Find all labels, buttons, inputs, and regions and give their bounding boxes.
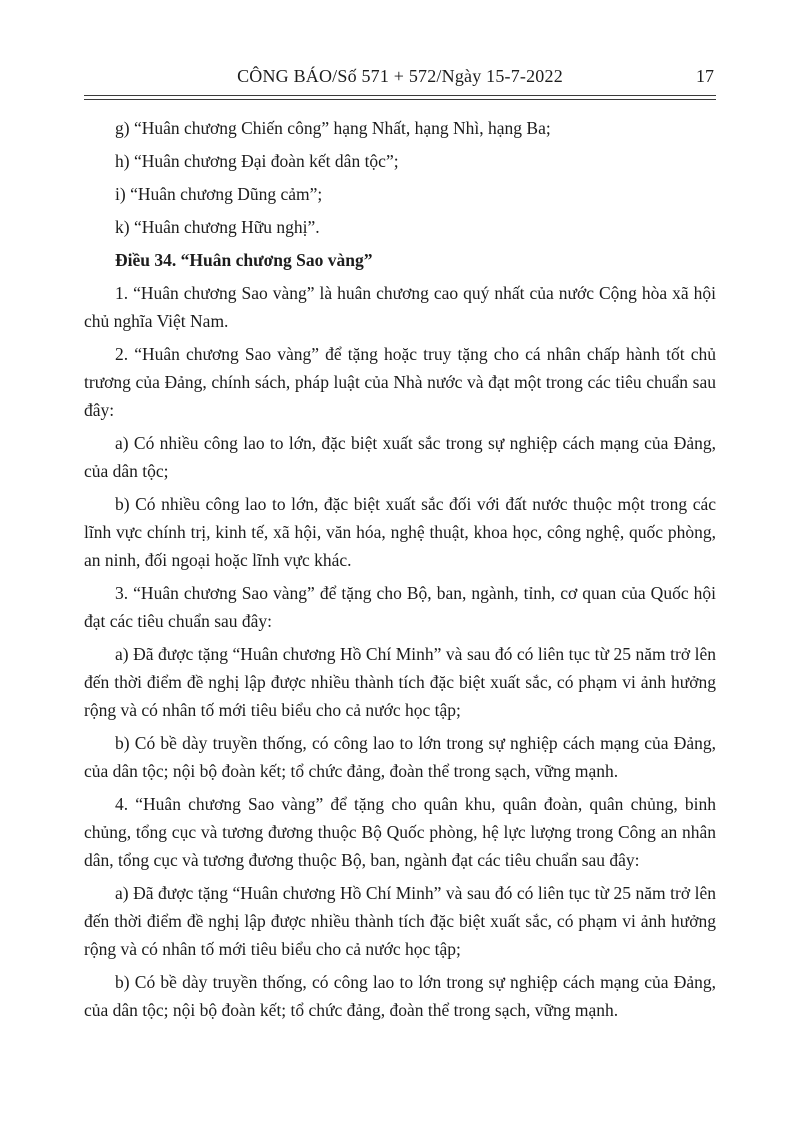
clause-2-point-a: a) Có nhiều công lao to lớn, đặc biệt xuất sắc trong sự nghiệp cách mạng của Đảng, của dân tộc; [84, 433, 716, 481]
list-item-k: k) “Huân chương Hữu nghị”. [115, 217, 320, 237]
clause-4-point-b: b) Có bề dày truyền thống, có công lao to lớn trong sự nghiệp cách mạng của Đảng, của dân tộc; nội bộ đoàn kết; tổ chức đảng, đoàn thể trong sạch, vững mạnh. [84, 972, 716, 1020]
list-item-g: g) “Huân chương Chiến công” hạng Nhất, hạng Nhì, hạng Ba; [115, 118, 551, 138]
clause-1: 1. “Huân chương Sao vàng” là huân chương cao quý nhất của nước Cộng hòa xã hội chủ nghĩa Việt Nam. [84, 283, 716, 331]
clause-4-point-a: a) Đã được tặng “Huân chương Hồ Chí Minh” và sau đó có liên tục từ 25 năm trở lên đến thời điểm đề nghị lập được nhiều thành tích đặc biệt xuất sắc, có phạm vi ảnh hưởng rộng và có nhân tố mới tiêu biểu cho cả nước học tập; [84, 883, 716, 959]
clause-3-point-a: a) Đã được tặng “Huân chương Hồ Chí Minh” và sau đó có liên tục từ 25 năm trở lên đến thời điểm đề nghị lập được nhiều thành tích đặc biệt xuất sắc, có phạm vi ảnh hưởng rộng và có nhân tố mới tiêu biểu cho cả nước học tập; [84, 644, 716, 720]
document-body [84, 114, 716, 1024]
clause-2: 2. “Huân chương Sao vàng” để tặng hoặc truy tặng cho cá nhân chấp hành tốt chủ trương của Đảng, chính sách, pháp luật của Nhà nước và đạt một trong các tiêu chuẩn sau đây: [84, 344, 716, 420]
clause-2-point-b: b) Có nhiều công lao to lớn, đặc biệt xuất sắc đối với đất nước thuộc một trong các lĩnh vực chính trị, kinh tế, xã hội, văn hóa, nghệ thuật, khoa học, công nghệ, quốc phòng, an ninh, đối ngoại hoặc lĩnh vực khác. [84, 494, 716, 570]
list-item-h: h) “Huân chương Đại đoàn kết dân tộc”; [115, 151, 399, 171]
page-header [84, 64, 716, 90]
list-item-i: i) “Huân chương Dũng cảm”; [115, 184, 323, 204]
page-content [84, 64, 716, 1029]
clause-3: 3. “Huân chương Sao vàng” để tặng cho Bộ, ban, ngành, tỉnh, cơ quan của Quốc hội đạt các tiêu chuẩn sau đây: [84, 583, 716, 631]
clause-4: 4. “Huân chương Sao vàng” để tặng cho quân khu, quân đoàn, quân chủng, binh chủng, tổng cục và tương đương thuộc Bộ Quốc phòng, hệ lực lượng trong Công an nhân dân, tổng cục và tương đương thuộc Bộ, ban, ngành đạt các tiêu chuẩn sau đây: [84, 794, 716, 870]
clause-3-point-b: b) Có bề dày truyền thống, có công lao to lớn trong sự nghiệp cách mạng của Đảng, của dân tộc; nội bộ đoàn kết; tổ chức đảng, đoàn thể trong sạch, vững mạnh. [84, 733, 716, 781]
header-double-rule [84, 95, 716, 100]
gazette-header-title: CÔNG BÁO/Số 571 + 572/Ngày 15-7-2022 [237, 66, 563, 86]
page-number: 17 [696, 66, 714, 86]
article-34-heading: Điều 34. “Huân chương Sao vàng” [115, 250, 373, 270]
